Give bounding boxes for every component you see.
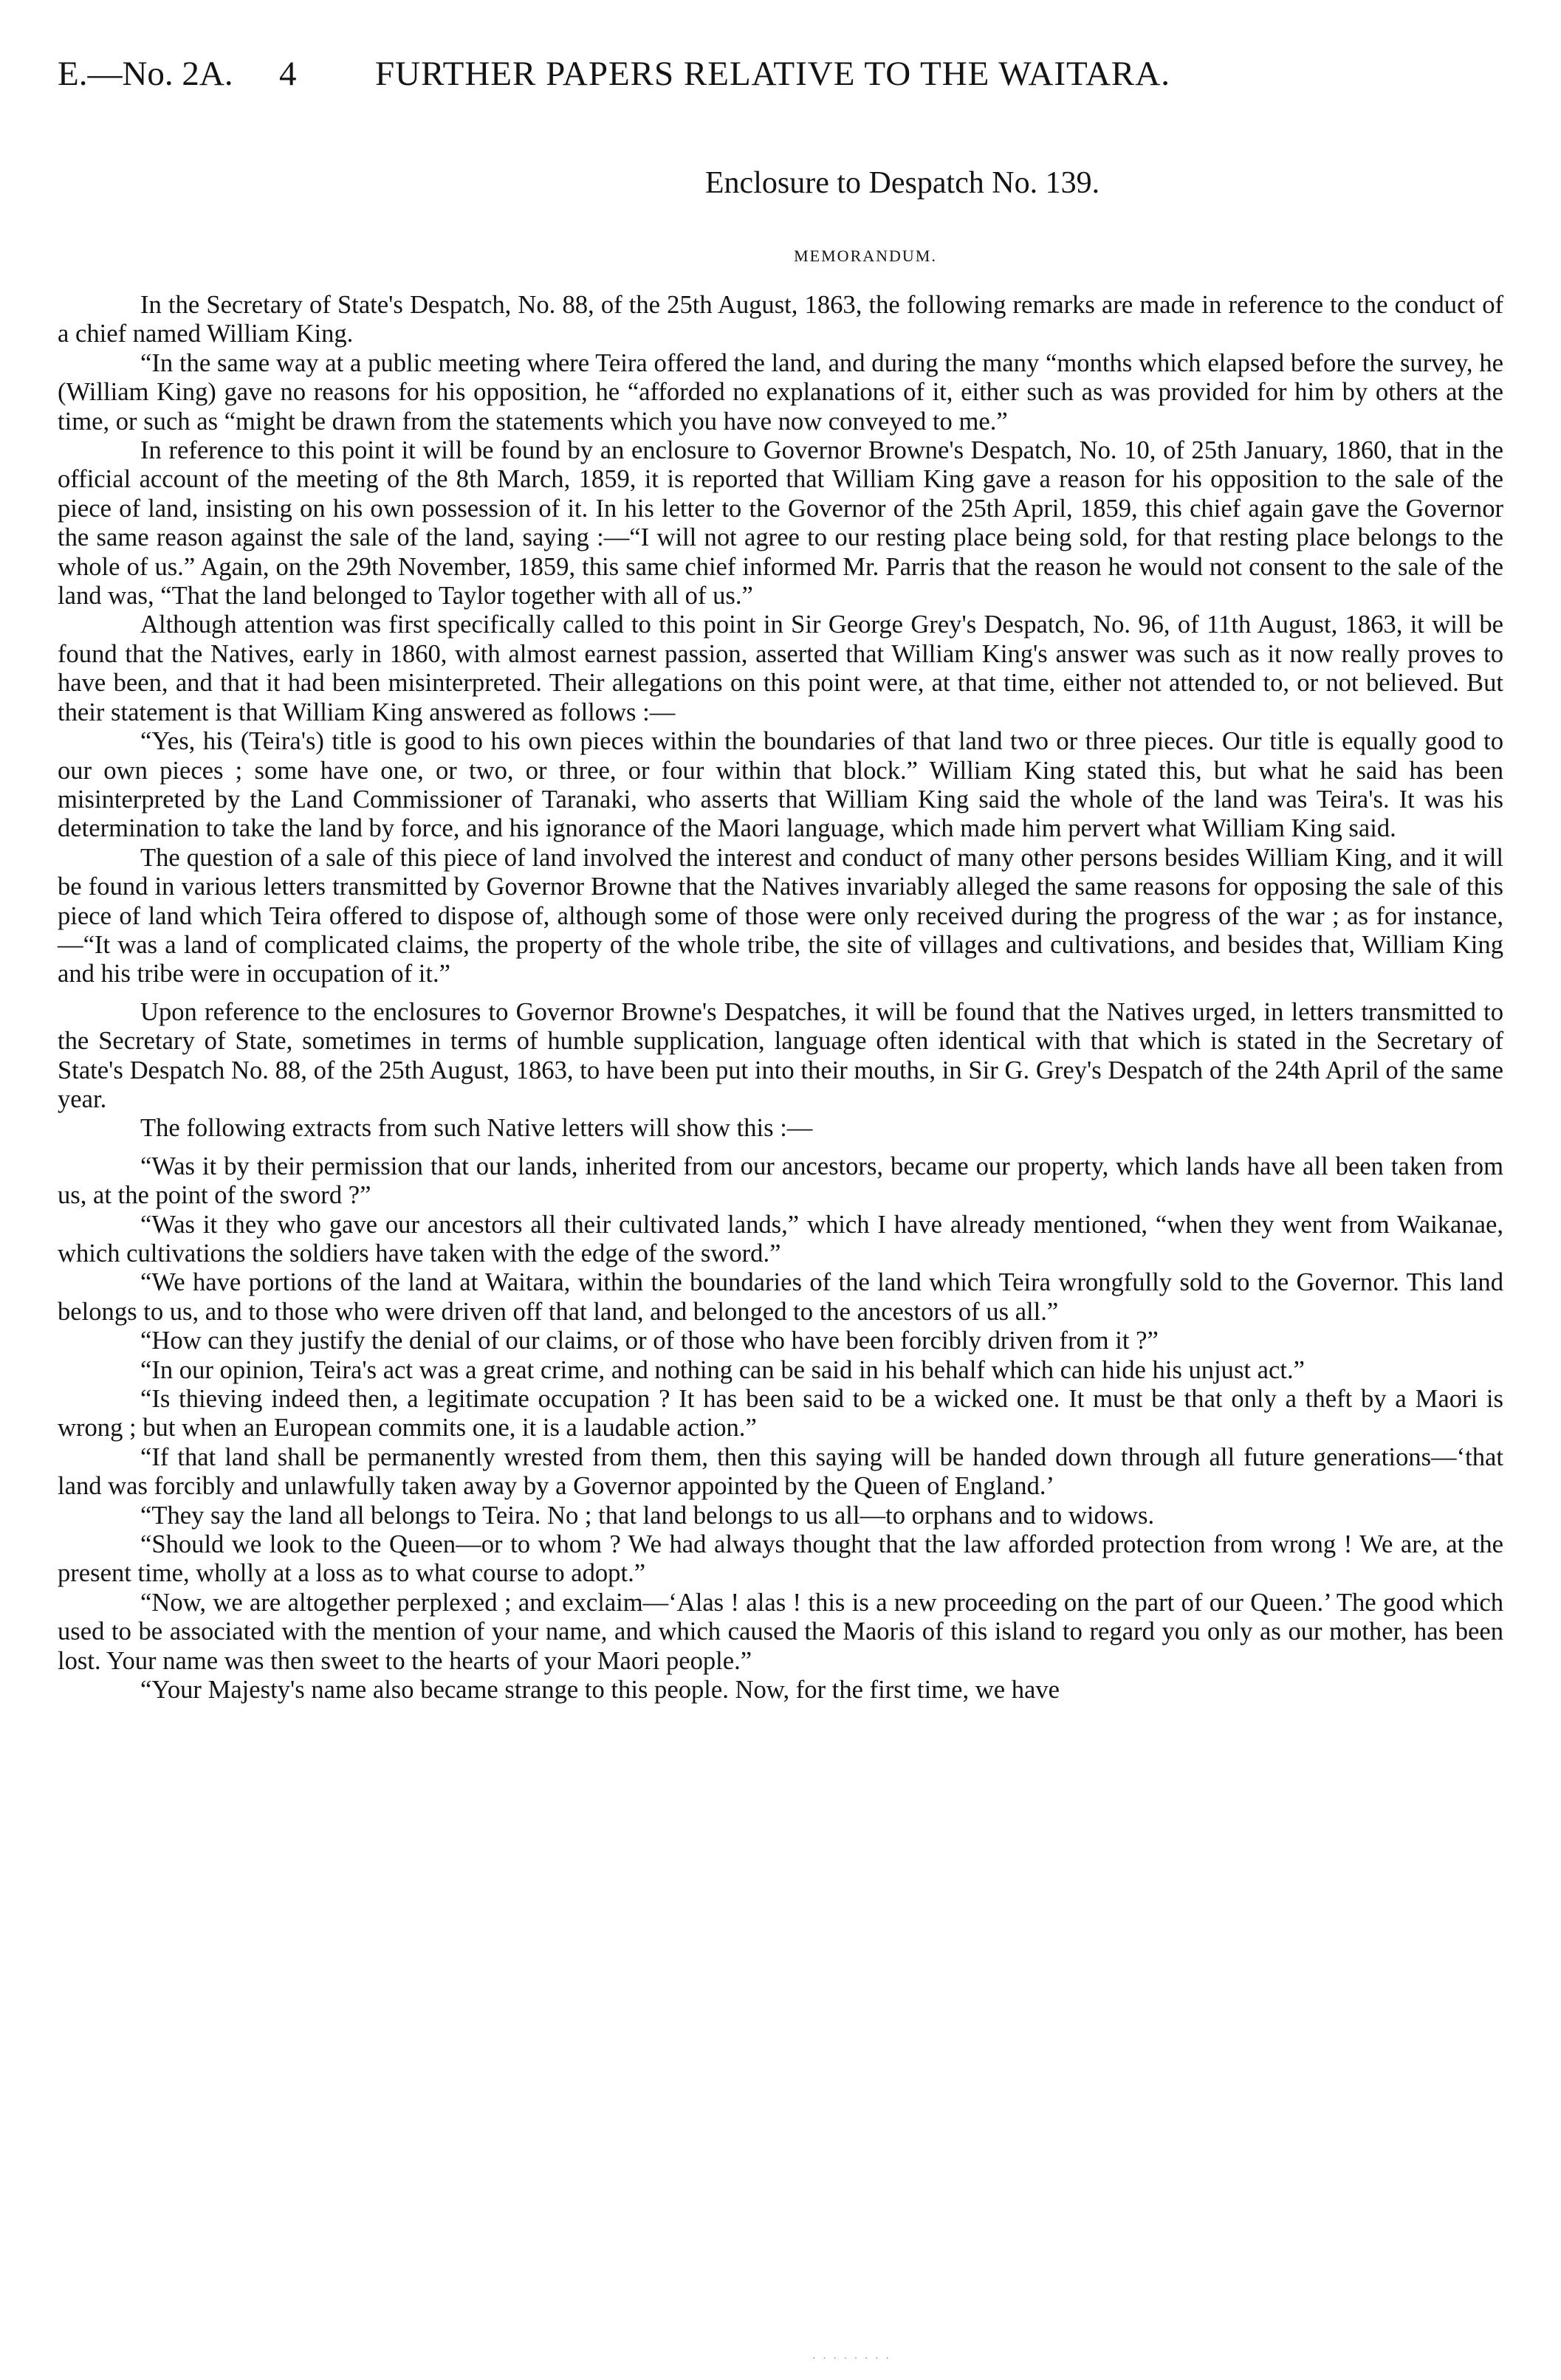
quoted-paragraph: “Yes, his (Teira's) title is good to his own pieces within the boundaries of that land two or three pieces. Our title is equally good to our own pieces ; some have one, or two, or three, or four within that block.” William King stated this, but what he said has been misinterpreted by the Land Commissioner of Taranaki, who asserts that William King said the whole of the land was Teira's. It was his determination to take the land by force, and his ignorance of the Maori language, which made him pervert what William King said. bbox=[58, 727, 1503, 843]
memorandum-heading: MEMORANDUM. bbox=[794, 247, 937, 265]
paragraph: In the Secretary of State's Despatch, No. 88, of the 25th August, 1863, the following remarks are made in reference to the conduct of a chief named William King. bbox=[58, 291, 1503, 348]
paragraph: The question of a sale of this piece of land involved the interest and conduct of many other persons besides William King, and it will be found in various letters transmitted by Governor Browne that the Natives invariably alleged the same reasons for opposing the sale of this piece of land which Teira offered to dispose of, although some of those were only received during the progress of the war ; as for instance,—“It was a land of complicated claims, the property of the whole tribe, the site of villages and cultivations, and besides that, William King and his tribe were in occupation of it.” bbox=[58, 843, 1503, 988]
paragraph: In reference to this point it will be found by an enclosure to Governor Browne's Despatch, No. 10, of 25th January, 1860, that in the official account of the meeting of the 8th March, 1859, it is reported that William King gave a reason for his opposition to the sale of the piece of land, insisting on his own possession of it. In his letter to the Governor of the 25th April, 1859, this chief again gave the Governor the same reason against the sale of the land, saying :—“I will not agree to our resting place being sold, for that resting place belongs to the whole of us.” Again, on the 29th November, 1859, this same chief informed Mr. Parris that the reason he would not consent to the sale of the land was, “That the land belonged to Taylor together with all of us.” bbox=[58, 436, 1503, 611]
quoted-paragraph: “In the same way at a public meeting where Teira offered the land, and during the many “months which elapsed before the survey, he (William King) gave no reasons for his opposition, he “afforded no explanations of it, either such as was provided for him by others at the time, or such as “might be drawn from the statements which you have now conveyed to me.” bbox=[58, 348, 1503, 436]
quoted-extract: “Should we look to the Queen—or to whom ? We had always thought that the law afforded protection from wrong ! We are, at the present time, wholly at a loss as to what course to adopt.” bbox=[58, 1530, 1503, 1588]
page-number: 4 bbox=[279, 55, 297, 93]
paper-reference: E.—No. 2A. bbox=[58, 55, 233, 93]
print-artifact-divider: · · · · · · · · bbox=[812, 2353, 891, 2364]
paragraph: The following extracts from such Native letters will show this :— bbox=[140, 1114, 813, 1143]
quoted-extract: “How can they justify the denial of our claims, or of those who have been forcibly driven from it ?” bbox=[140, 1327, 1159, 1355]
quoted-extract: “In our opinion, Teira's act was a great crime, and nothing can be said in his behalf which can hide his unjust act.” bbox=[140, 1355, 1305, 1384]
quoted-extract: “They say the land all belongs to Teira. No ; that land belongs to us all—to orphans and to widows. bbox=[140, 1501, 1155, 1530]
enclosure-title: Enclosure to Despatch No. 139. bbox=[704, 166, 1100, 200]
memorandum-body bbox=[58, 291, 1503, 1705]
quoted-extract: “We have portions of the land at Waitara, within the boundaries of the land which Teira wrongfully sold to the Governor. This land belongs to us, and to those who were driven off that land, and belonged to the ancestors of us all.” bbox=[58, 1268, 1503, 1326]
paragraph: Upon reference to the enclosures to Governor Browne's Despatches, it will be found that the Natives urged, in letters transmitted to the Secretary of State, sometimes in terms of humble supplication, language often identical with that which is stated in the Secretary of State's Despatch No. 88, of the 25th August, 1863, to have been put into their mouths, in Sir G. Grey's Despatch of the 24th April of the same year. bbox=[58, 997, 1503, 1113]
page-header bbox=[58, 44, 1503, 103]
quoted-extract: “Is thieving indeed then, a legitimate occupation ? It has been said to be a wicked one. It must be that only a theft by a Maori is wrong ; but when an European commits one, it is a laudable action.” bbox=[58, 1385, 1503, 1442]
paragraph: Although attention was first specifically called to this point in Sir George Grey's Despatch, No. 96, of 11th August, 1863, it will be found that the Natives, early in 1860, with almost earnest passion, asserted that William King's answer was such as it now really proves to have been, and that it had been misinterpreted. Their allegations on this point were, at that time, either not attended to, or not believed. But their statement is that William King answered as follows :— bbox=[58, 611, 1503, 726]
quoted-extract: “Was it by their permission that our lands, inherited from our ancestors, became our property, which lands have all been taken from us, at the point of the sword ?” bbox=[58, 1152, 1503, 1210]
quoted-extract: “Was it they who gave our ancestors all their cultivated lands,” which I have already mentioned, “when they went from Waikanae, which cultivations the soldiers have taken with the edge of the sword.” bbox=[58, 1210, 1503, 1268]
quoted-extract: “Your Majesty's name also became strange to this people. Now, for the first time, we have bbox=[140, 1676, 1060, 1705]
quoted-extract: “Now, we are altogether perplexed ; and exclaim—‘Alas ! alas ! this is a new proceeding on the part of our Queen.’ The good which used to be associated with the mention of your name, and which caused the Maoris of this island to regard you only as our mother, has been lost. Your name was then sweet to the hearts of your Maori people.” bbox=[58, 1588, 1503, 1675]
quoted-extract: “If that land shall be permanently wrested from them, then this saying will be handed down through all future generations—‘that land was forcibly and unlawfully taken away by a Governor appointed by the Queen of England.’ bbox=[58, 1442, 1503, 1501]
running-title: FURTHER PAPERS RELATIVE TO THE WAITARA. bbox=[375, 55, 1170, 93]
